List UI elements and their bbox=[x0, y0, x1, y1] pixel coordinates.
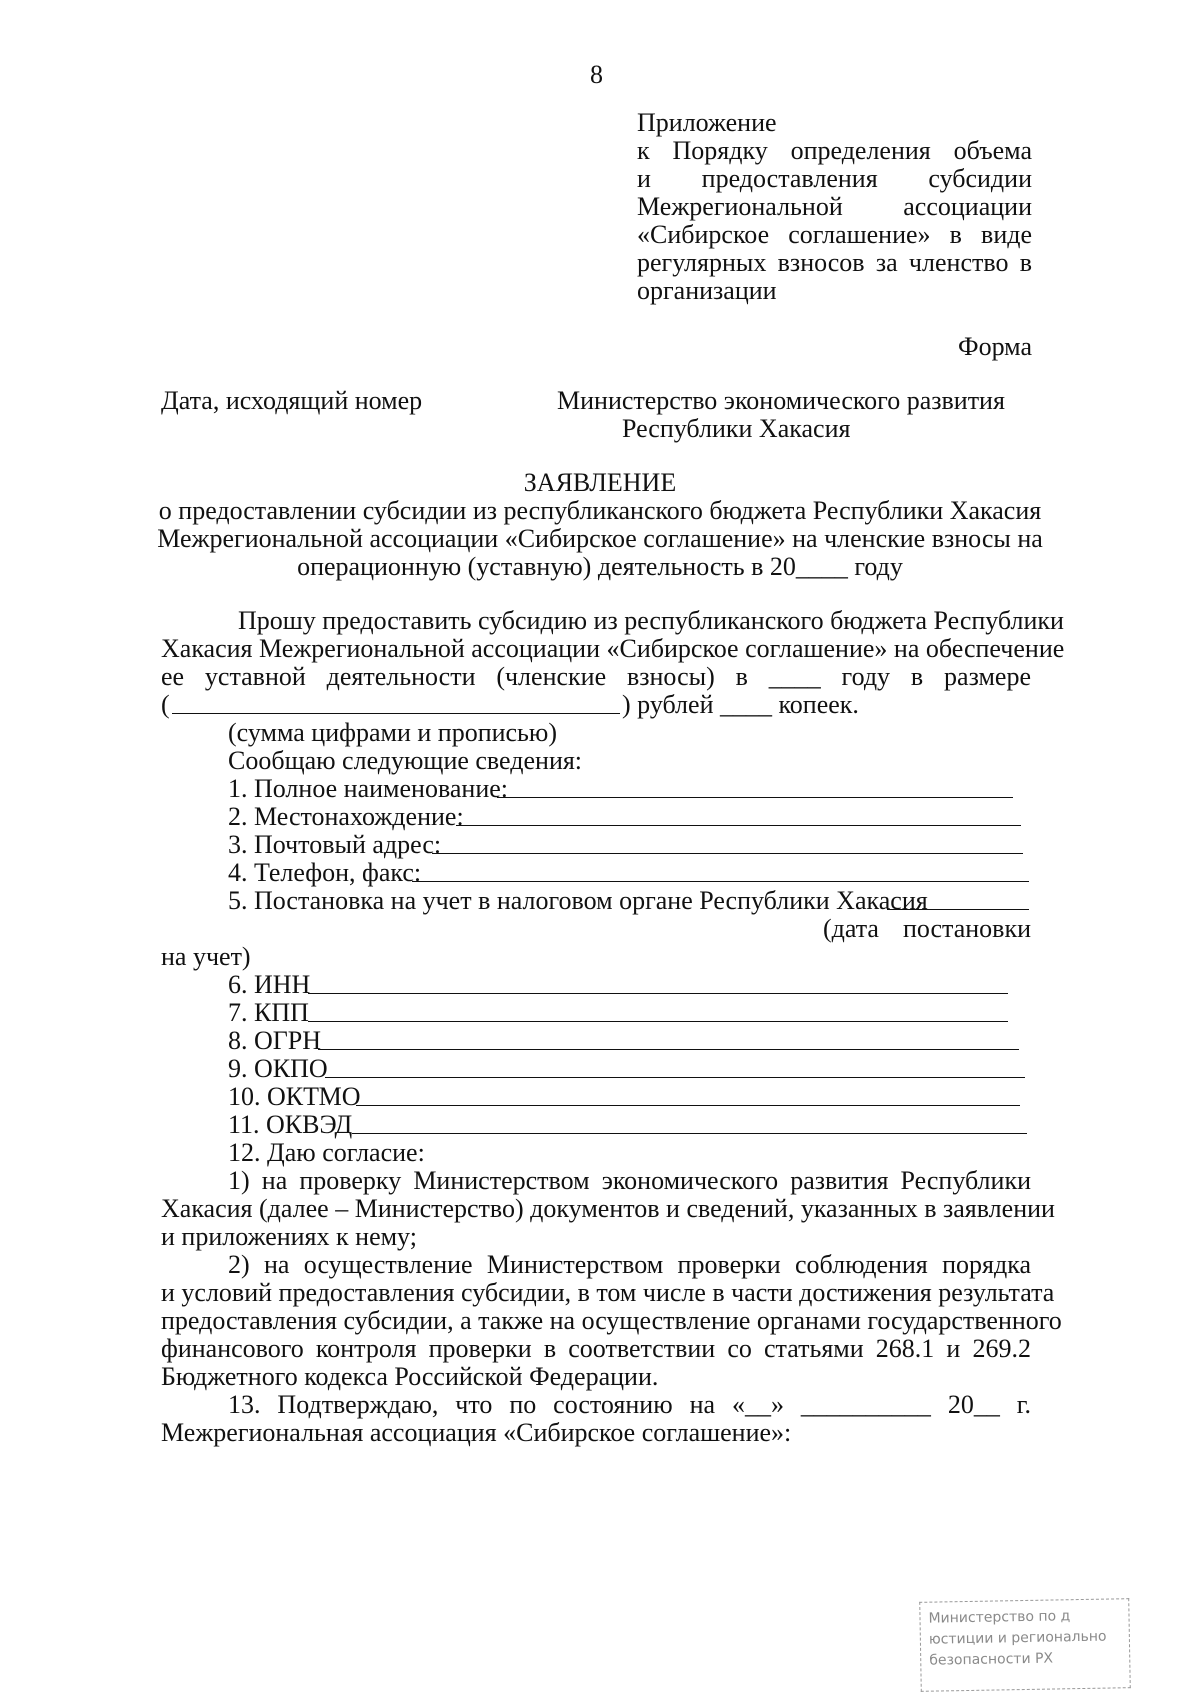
field-okved-label: 11. ОКВЭД bbox=[228, 1110, 353, 1139]
field-kpp-input[interactable] bbox=[308, 1021, 1008, 1022]
field-full-name-input[interactable] bbox=[497, 797, 1013, 798]
field-okpo-label: 9. ОКПО bbox=[228, 1054, 328, 1083]
appendix-line: организации bbox=[637, 276, 777, 305]
consent-item-2-line: 2) на осуществление Министерством проверки соблюдения порядка bbox=[228, 1250, 1031, 1279]
tax-registration-note: постановки bbox=[902, 914, 1031, 943]
registration-stamp bbox=[919, 1598, 1131, 1692]
field-inn-input[interactable] bbox=[308, 993, 1008, 994]
tax-registration-note: на учет) bbox=[161, 942, 251, 971]
field-phone-fax-input[interactable] bbox=[412, 881, 1029, 882]
field-oktmo-label: 10. ОКТМО bbox=[228, 1082, 361, 1111]
request-line: ее уставной деятельности (членские взносы) в ____ году в размере bbox=[161, 662, 1031, 691]
appendix-title: Приложение bbox=[637, 108, 777, 137]
field-ogrn-label: 8. ОГРН bbox=[228, 1026, 322, 1055]
info-intro: Сообщаю следующие сведения: bbox=[228, 746, 583, 775]
field-postal-address-input[interactable] bbox=[432, 853, 1023, 854]
field-inn-label: 6. ИНН bbox=[228, 970, 311, 999]
field-full-name-label: 1. Полное наименование: bbox=[228, 774, 509, 803]
recipient-line-2: Республики Хакасия bbox=[622, 414, 851, 443]
field-okved-input[interactable] bbox=[352, 1133, 1027, 1134]
page-number: 8 bbox=[590, 60, 603, 89]
consent-item-1-line: Хакасия (далее – Министерство) документов и сведений, указанных в заявлении bbox=[161, 1194, 1055, 1223]
request-line: Прошу предоставить субсидию из республиканского бюджета Республики bbox=[238, 606, 1064, 635]
request-line: Хакасия Межрегиональной ассоциации «Сибирское соглашение» на обеспечение bbox=[161, 634, 1065, 663]
consent-item-1-line: 1) на проверку Министерством экономического развития Республики bbox=[228, 1166, 1031, 1195]
consent-item-1-line: и приложениях к нему; bbox=[161, 1222, 417, 1251]
field-okpo-input[interactable] bbox=[325, 1077, 1025, 1078]
form-label: Форма bbox=[958, 332, 1032, 361]
amount-note: (сумма цифрами и прописью) bbox=[228, 718, 557, 747]
confirmation-line-2: Межрегиональная ассоциация «Сибирское соглашение»: bbox=[161, 1418, 792, 1447]
recipient-line-1: Министерство экономического развития bbox=[557, 386, 1005, 415]
consent-item-2-line: Бюджетного кодекса Российской Федерации. bbox=[161, 1362, 659, 1391]
field-postal-address-label: 3. Почтовый адрес: bbox=[228, 830, 442, 859]
tax-registration-note: (дата bbox=[823, 914, 879, 943]
consent-item-2-line: финансового контроля проверки в соответствии со статьями 268.1 и 269.2 bbox=[161, 1334, 1031, 1363]
consent-item-2-line: предоставления субсидии, а также на осуществление органами государственного bbox=[161, 1306, 1062, 1335]
stamp-line: безопасности РХ bbox=[929, 1650, 1054, 1669]
field-tax-registration-input[interactable] bbox=[887, 909, 1029, 910]
field-oktmo-input[interactable] bbox=[356, 1105, 1020, 1106]
appendix-line: к Порядку определения объема bbox=[637, 136, 1032, 165]
field-kpp-label: 7. КПП bbox=[228, 998, 309, 1027]
field-ogrn-input[interactable] bbox=[318, 1049, 1019, 1050]
statement-subtitle-2: Межрегиональной ассоциации «Сибирское соглашение» на членские взносы на bbox=[157, 524, 1043, 553]
appendix-line: регулярных взносов за членство в bbox=[637, 248, 1032, 277]
statement-subtitle-1: о предоставлении субсидии из республиканского бюджета Республики Хакасия bbox=[158, 496, 1042, 525]
appendix-line: «Сибирское соглашение» в виде bbox=[637, 220, 1032, 249]
date-outgoing-number: Дата, исходящий номер bbox=[161, 386, 423, 415]
consent-item-2-line: и условий предоставления субсидии, в том числе в части достижения результата bbox=[161, 1278, 1055, 1307]
confirmation-line-1: 13. Подтверждаю, что по состоянию на «__» __________ 20__ г. bbox=[228, 1390, 1031, 1419]
amount-rubles-kopecks: ) рублей ____ копеек. bbox=[622, 690, 859, 719]
stamp-line: Министерство по д bbox=[928, 1608, 1071, 1627]
stamp-line: юстиции и регионально bbox=[928, 1628, 1107, 1648]
field-phone-fax-label: 4. Телефон, факс: bbox=[228, 858, 422, 887]
field-location-input[interactable] bbox=[456, 825, 1021, 826]
statement-subtitle-3: операционную (уставную) деятельность в 20____ году bbox=[297, 552, 903, 581]
field-location-label: 2. Местонахождение: bbox=[228, 802, 464, 831]
appendix-line: Межрегиональной ассоциации bbox=[637, 192, 1032, 221]
statement-title: ЗАЯВЛЕНИЕ bbox=[523, 468, 677, 497]
appendix-line: и предоставления субсидии bbox=[637, 164, 1032, 193]
consent-heading: 12. Даю согласие: bbox=[228, 1138, 425, 1167]
amount-input-line[interactable] bbox=[172, 713, 620, 714]
field-tax-registration-label: 5. Постановка на учет в налоговом органе Республики Хакасия bbox=[228, 886, 928, 915]
amount-open-paren: ( bbox=[161, 690, 170, 719]
